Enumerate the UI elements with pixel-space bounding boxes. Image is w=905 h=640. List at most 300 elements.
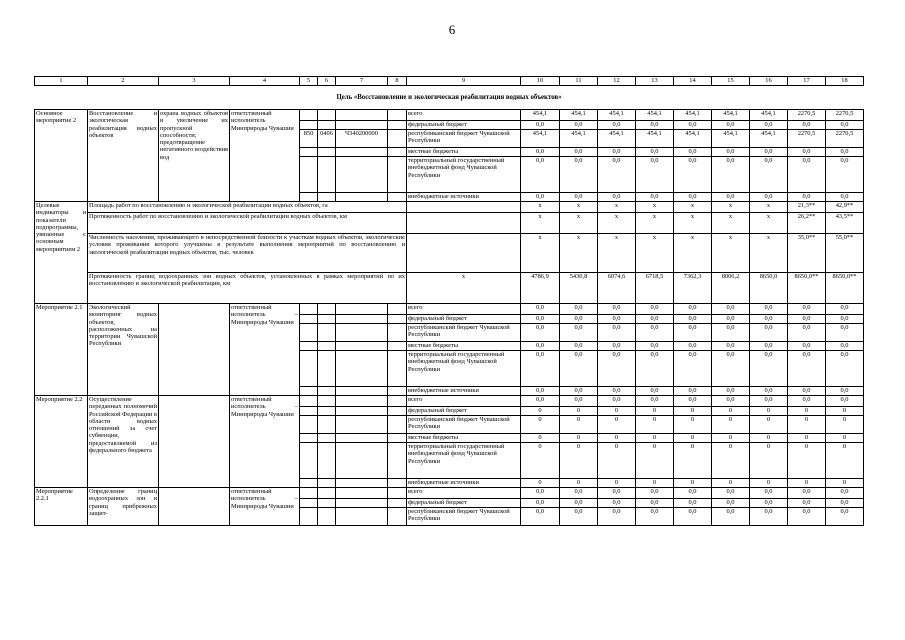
- code-cell: [388, 110, 407, 121]
- value-cell: 0,0: [636, 324, 674, 342]
- code-cell: [318, 508, 336, 526]
- code-cell: [336, 488, 388, 499]
- value-cell: 0,0: [788, 499, 826, 508]
- value-cell: 0: [712, 479, 750, 488]
- value-cell: 0,0: [598, 499, 636, 508]
- value-cell: x: [521, 234, 560, 273]
- code-cell: [388, 434, 407, 443]
- value-cell: 0,0: [788, 315, 826, 324]
- code-cell: [300, 416, 318, 434]
- column-header: 18: [826, 77, 864, 86]
- code-cell: [318, 416, 336, 434]
- column-header: 1: [35, 77, 88, 86]
- value-cell: 0: [826, 416, 864, 434]
- value-cell: 0,0: [826, 342, 864, 351]
- value-cell: 8650,0**: [826, 273, 864, 304]
- code-cell: [388, 130, 407, 148]
- value-cell: 6074,6: [598, 273, 636, 304]
- value-cell: 0,0: [636, 396, 674, 407]
- value-cell: 0,0: [521, 315, 560, 324]
- value-cell: 0,0: [712, 508, 750, 526]
- value-cell: 0,0: [636, 304, 674, 315]
- value-cell: x: [598, 234, 636, 273]
- value-cell: 0,0: [598, 315, 636, 324]
- value-cell: 454,1: [636, 110, 674, 121]
- indicator-base: [407, 202, 521, 213]
- code-cell: [300, 351, 318, 387]
- code-cell: [318, 499, 336, 508]
- code-cell: [318, 304, 336, 315]
- value-cell: 0,0: [674, 157, 712, 193]
- value-cell: 0,0: [521, 351, 560, 387]
- code-cell: [336, 121, 388, 130]
- measure-title: Экологический мониторинг водных объектов, расположенных на территории Чувашской Республики: [88, 304, 159, 396]
- value-cell: 0,0: [826, 304, 864, 315]
- value-cell: x: [712, 234, 750, 273]
- code-cell: [318, 351, 336, 387]
- value-cell: 0,0: [560, 499, 598, 508]
- value-cell: 0: [560, 416, 598, 434]
- value-cell: 0,0: [521, 396, 560, 407]
- value-cell: 0,0: [598, 193, 636, 202]
- value-cell: 0,0: [750, 499, 788, 508]
- value-cell: 0: [750, 407, 788, 416]
- value-cell: 0,0: [788, 488, 826, 499]
- value-cell: 454,1: [712, 130, 750, 148]
- code-cell: [318, 488, 336, 499]
- code-cell: [318, 148, 336, 157]
- value-cell: 0,0: [674, 121, 712, 130]
- value-cell: 0,0: [712, 324, 750, 342]
- code-cell: [300, 110, 318, 121]
- value-cell: 0,0: [750, 396, 788, 407]
- value-cell: 0,0: [750, 148, 788, 157]
- column-header: 12: [598, 77, 636, 86]
- value-cell: 0,0: [750, 387, 788, 396]
- value-cell: 0,0: [674, 508, 712, 526]
- value-cell: 0,0: [750, 157, 788, 193]
- value-cell: 0: [636, 443, 674, 479]
- value-cell: 0,0: [712, 121, 750, 130]
- value-cell: 5430,8: [560, 273, 598, 304]
- value-cell: 0,0: [750, 121, 788, 130]
- value-cell: 0: [598, 443, 636, 479]
- value-cell: 0,0: [636, 157, 674, 193]
- value-cell: x: [560, 234, 598, 273]
- value-cell: 0,0: [598, 148, 636, 157]
- code-cell: [388, 315, 407, 324]
- funding-source: федеральный бюджет: [407, 499, 521, 508]
- value-cell: 0,0: [712, 488, 750, 499]
- value-cell: 0: [521, 407, 560, 416]
- value-cell: 0,0: [750, 351, 788, 387]
- code-cell: [336, 110, 388, 121]
- code-cell: [388, 387, 407, 396]
- column-header: 2: [88, 77, 159, 86]
- funding-source: территориальный государственный внебюджетный фонд Чувашской Республики: [407, 443, 521, 479]
- value-cell: 0: [636, 416, 674, 434]
- value-cell: 0,0: [788, 387, 826, 396]
- funding-source: внебюджетные источники: [407, 387, 521, 396]
- program-table: [34, 76, 864, 526]
- value-cell: 0,0: [788, 508, 826, 526]
- value-cell: 0,0: [826, 193, 864, 202]
- funding-source: внебюджетные источники: [407, 479, 521, 488]
- measure-name: Мероприятие 2.1: [35, 304, 88, 396]
- value-cell: x: [674, 234, 712, 273]
- code-cell: [336, 443, 388, 479]
- table-row: [35, 396, 864, 407]
- value-cell: 0,0: [636, 488, 674, 499]
- value-cell: 0: [826, 443, 864, 479]
- value-cell: 0,0: [598, 396, 636, 407]
- value-cell: 0,0: [712, 148, 750, 157]
- funding-source: федеральный бюджет: [407, 315, 521, 324]
- value-cell: 0: [598, 434, 636, 443]
- value-cell: 0: [521, 416, 560, 434]
- value-cell: 0,0: [750, 342, 788, 351]
- code-cell: [300, 488, 318, 499]
- code-cell: [300, 508, 318, 526]
- value-cell: 454,1: [674, 110, 712, 121]
- value-cell: 0,0: [788, 157, 826, 193]
- value-cell: 0: [788, 443, 826, 479]
- value-cell: 0,0: [674, 315, 712, 324]
- value-cell: 0,0: [560, 488, 598, 499]
- code-cell: [300, 434, 318, 443]
- value-cell: x: [636, 202, 674, 213]
- value-cell: 0,0: [712, 499, 750, 508]
- column-header: 3: [159, 77, 230, 86]
- value-cell: 0: [788, 434, 826, 443]
- code-cell: [336, 324, 388, 342]
- code-cell: [300, 499, 318, 508]
- value-cell: x: [750, 202, 788, 213]
- value-cell: 0,0: [750, 324, 788, 342]
- code-cell: [388, 416, 407, 434]
- code-cell: [300, 193, 318, 202]
- code-cell: [318, 443, 336, 479]
- code-cell: [300, 396, 318, 407]
- indicator-text: Площадь работ по восстановлению и экологической реабилитации водных объектов, га: [88, 202, 407, 213]
- value-cell: x: [521, 213, 560, 234]
- value-cell: 0,0: [521, 148, 560, 157]
- code-cell: [336, 304, 388, 315]
- value-cell: 0,0: [674, 193, 712, 202]
- value-cell: 0,0: [521, 499, 560, 508]
- value-cell: 0,0: [750, 488, 788, 499]
- code-cell: [336, 508, 388, 526]
- code-cell: [388, 193, 407, 202]
- value-cell: 454,1: [598, 130, 636, 148]
- value-cell: 0,0: [826, 121, 864, 130]
- code-cell: [300, 148, 318, 157]
- table-row: [35, 273, 864, 304]
- value-cell: 454,1: [598, 110, 636, 121]
- value-cell: 454,1: [750, 110, 788, 121]
- value-cell: 8650,0**: [788, 273, 826, 304]
- value-cell: 454,1: [521, 110, 560, 121]
- code-cell: [336, 407, 388, 416]
- executor: ответственный исполнитель – Минприроды Чувашии: [230, 304, 300, 396]
- code-cell: [300, 479, 318, 488]
- value-cell: 0,0: [560, 351, 598, 387]
- code-cell: 0406: [318, 130, 336, 148]
- value-cell: 454,1: [712, 110, 750, 121]
- value-cell: 0,0: [826, 315, 864, 324]
- code-cell: [300, 407, 318, 416]
- code-cell: [336, 193, 388, 202]
- value-cell: 0,0: [674, 499, 712, 508]
- funding-source: всего: [407, 304, 521, 315]
- value-cell: 0,0: [560, 304, 598, 315]
- value-cell: 0,0: [826, 148, 864, 157]
- code-cell: 850: [300, 130, 318, 148]
- code-cell: Ч340200000: [336, 130, 388, 148]
- value-cell: 0: [826, 407, 864, 416]
- value-cell: 0,0: [598, 121, 636, 130]
- value-cell: 0,0: [826, 488, 864, 499]
- value-cell: 0: [788, 407, 826, 416]
- value-cell: 0: [826, 479, 864, 488]
- value-cell: 0: [750, 479, 788, 488]
- column-header: 11: [560, 77, 598, 86]
- code-cell: [336, 396, 388, 407]
- funding-source: местные бюджеты: [407, 342, 521, 351]
- code-cell: [388, 148, 407, 157]
- code-cell: [300, 324, 318, 342]
- value-cell: 0: [636, 407, 674, 416]
- value-cell: 0,0: [788, 193, 826, 202]
- value-cell: 0: [598, 479, 636, 488]
- value-cell: 0: [521, 443, 560, 479]
- code-cell: [336, 479, 388, 488]
- value-cell: 0,0: [560, 193, 598, 202]
- value-cell: 0,0: [560, 342, 598, 351]
- value-cell: 0,0: [826, 508, 864, 526]
- value-cell: x: [521, 202, 560, 213]
- code-cell: [336, 416, 388, 434]
- value-cell: 0: [674, 407, 712, 416]
- value-cell: 0: [674, 434, 712, 443]
- value-cell: 0: [560, 479, 598, 488]
- value-cell: 0: [598, 416, 636, 434]
- value-cell: 0,0: [712, 351, 750, 387]
- column-header: 16: [750, 77, 788, 86]
- column-header: 10: [521, 77, 560, 86]
- value-cell: 0,0: [521, 342, 560, 351]
- measure-name: Мероприятие 2.2: [35, 396, 88, 488]
- code-cell: [388, 499, 407, 508]
- value-cell: x: [636, 213, 674, 234]
- table-row: [35, 213, 864, 234]
- value-cell: 0,0: [636, 351, 674, 387]
- code-cell: [388, 324, 407, 342]
- funding-source: республиканский бюджет Чувашской Республики: [407, 416, 521, 434]
- value-cell: 21,3**: [788, 202, 826, 213]
- code-cell: [336, 148, 388, 157]
- value-cell: 0,0: [598, 387, 636, 396]
- code-cell: [388, 396, 407, 407]
- value-cell: x: [750, 234, 788, 273]
- value-cell: x: [674, 213, 712, 234]
- funding-source: всего: [407, 488, 521, 499]
- code-cell: [388, 479, 407, 488]
- code-cell: [300, 304, 318, 315]
- column-header: 9: [407, 77, 521, 86]
- measure-goal: [159, 396, 230, 488]
- code-cell: [318, 324, 336, 342]
- value-cell: 454,1: [750, 130, 788, 148]
- funding-source: территориальный государственный внебюджетный фонд Чувашской Республики: [407, 351, 521, 387]
- value-cell: 0,0: [636, 508, 674, 526]
- value-cell: 2270,5: [826, 110, 864, 121]
- indicator-base: x: [407, 273, 521, 304]
- funding-source: местные бюджеты: [407, 434, 521, 443]
- column-header: 7: [336, 77, 388, 86]
- code-cell: [336, 387, 388, 396]
- value-cell: 0,0: [712, 193, 750, 202]
- code-cell: [388, 157, 407, 193]
- column-header: 4: [230, 77, 300, 86]
- measure-title: Восстановление и экологическая реабилитация водных объектов: [88, 110, 159, 202]
- measure-goal: [159, 488, 230, 526]
- value-cell: 0: [712, 434, 750, 443]
- value-cell: 0,0: [750, 508, 788, 526]
- code-cell: [388, 351, 407, 387]
- value-cell: 0,0: [788, 351, 826, 387]
- code-cell: [388, 407, 407, 416]
- value-cell: 0,0: [598, 304, 636, 315]
- value-cell: 6718,5: [636, 273, 674, 304]
- value-cell: 2270,5: [826, 130, 864, 148]
- value-cell: 0,0: [521, 157, 560, 193]
- value-cell: 0: [598, 407, 636, 416]
- code-cell: [318, 396, 336, 407]
- column-header: 8: [388, 77, 407, 86]
- code-cell: [336, 157, 388, 193]
- code-cell: [336, 351, 388, 387]
- table-row: [35, 110, 864, 121]
- value-cell: 0,0: [674, 324, 712, 342]
- executor: ответственный исполнитель – Минприроды Чувашии: [230, 396, 300, 488]
- table-row: [35, 86, 864, 110]
- code-cell: [318, 479, 336, 488]
- value-cell: 0,0: [521, 387, 560, 396]
- value-cell: 0: [712, 416, 750, 434]
- code-cell: [318, 407, 336, 416]
- measure-goal: [159, 304, 230, 396]
- value-cell: 0: [788, 416, 826, 434]
- code-cell: [388, 304, 407, 315]
- value-cell: 0,0: [521, 121, 560, 130]
- page-number: 6: [448, 22, 456, 37]
- value-cell: 0,0: [636, 387, 674, 396]
- funding-source: территориальный государственный внебюджетный фонд Чувашской Республики: [407, 157, 521, 193]
- executor: ответственный исполнитель Минприроды Чувашии: [230, 110, 300, 202]
- value-cell: 0,0: [674, 304, 712, 315]
- value-cell: 0,0: [826, 499, 864, 508]
- code-cell: [318, 121, 336, 130]
- code-cell: [300, 157, 318, 193]
- value-cell: 0,0: [826, 324, 864, 342]
- value-cell: 0: [674, 443, 712, 479]
- value-cell: x: [560, 213, 598, 234]
- funding-source: всего: [407, 110, 521, 121]
- value-cell: x: [750, 213, 788, 234]
- value-cell: 0,0: [788, 396, 826, 407]
- value-cell: 0,0: [750, 193, 788, 202]
- value-cell: 0,0: [712, 342, 750, 351]
- value-cell: 0,0: [674, 148, 712, 157]
- value-cell: 0,0: [598, 157, 636, 193]
- funding-source: республиканский бюджет Чувашской Республики: [407, 508, 521, 526]
- column-header: 13: [636, 77, 674, 86]
- value-cell: 454,1: [674, 130, 712, 148]
- measure-title: Определение границ водоохранных зон и границ прибрежных защит-: [88, 488, 159, 526]
- value-cell: 0,0: [598, 488, 636, 499]
- column-header: 17: [788, 77, 826, 86]
- funding-source: местные бюджеты: [407, 148, 521, 157]
- table-row: [35, 304, 864, 315]
- value-cell: 0,0: [826, 396, 864, 407]
- indicator-base: [407, 234, 521, 273]
- measure-name: Мероприятие 2.2.1: [35, 488, 88, 526]
- executor: ответственный исполнитель – Минприроды Чувашии: [230, 488, 300, 526]
- value-cell: 0,0: [826, 351, 864, 387]
- value-cell: 0: [674, 479, 712, 488]
- value-cell: 0: [750, 434, 788, 443]
- value-cell: 0: [560, 434, 598, 443]
- value-cell: 0,0: [560, 157, 598, 193]
- code-cell: [336, 315, 388, 324]
- code-cell: [388, 342, 407, 351]
- value-cell: 0: [826, 434, 864, 443]
- value-cell: 7362,3: [674, 273, 712, 304]
- value-cell: 454,1: [521, 130, 560, 148]
- value-cell: 2270,5: [788, 110, 826, 121]
- value-cell: x: [712, 213, 750, 234]
- value-cell: 0: [750, 443, 788, 479]
- value-cell: 0,0: [636, 148, 674, 157]
- indicator-text: Протяженность работ по восстановлению и экологической реабилитации водных объектов, км: [88, 213, 407, 234]
- value-cell: 26,2**: [788, 213, 826, 234]
- code-cell: [300, 443, 318, 479]
- value-cell: 0,0: [826, 387, 864, 396]
- value-cell: 0,0: [750, 315, 788, 324]
- value-cell: 0: [636, 479, 674, 488]
- value-cell: 0,0: [598, 342, 636, 351]
- value-cell: 43,5**: [826, 213, 864, 234]
- value-cell: 0,0: [712, 157, 750, 193]
- value-cell: 0,0: [521, 508, 560, 526]
- value-cell: 454,1: [560, 130, 598, 148]
- measure-title: Осуществление переданных полномочий Российской Федерации в области водных отношений за счет субвенции, предоставляемой из федерального бюджета: [88, 396, 159, 488]
- value-cell: 42,9**: [826, 202, 864, 213]
- value-cell: x: [674, 202, 712, 213]
- value-cell: 454,1: [560, 110, 598, 121]
- value-cell: 0: [712, 407, 750, 416]
- value-cell: 8006,2: [712, 273, 750, 304]
- funding-source: федеральный бюджет: [407, 407, 521, 416]
- value-cell: 0,0: [521, 193, 560, 202]
- goal-heading: Цель «Восстановление и экологическая реабилитация водных объектов»: [35, 86, 864, 110]
- indicators-label: Целевые индикаторы и показатели подпрограммы, увязанные с основным мероприятием 2: [35, 202, 88, 304]
- table-row: [35, 202, 864, 213]
- value-cell: 0,0: [788, 324, 826, 342]
- value-cell: x: [598, 202, 636, 213]
- column-header: 5: [300, 77, 318, 86]
